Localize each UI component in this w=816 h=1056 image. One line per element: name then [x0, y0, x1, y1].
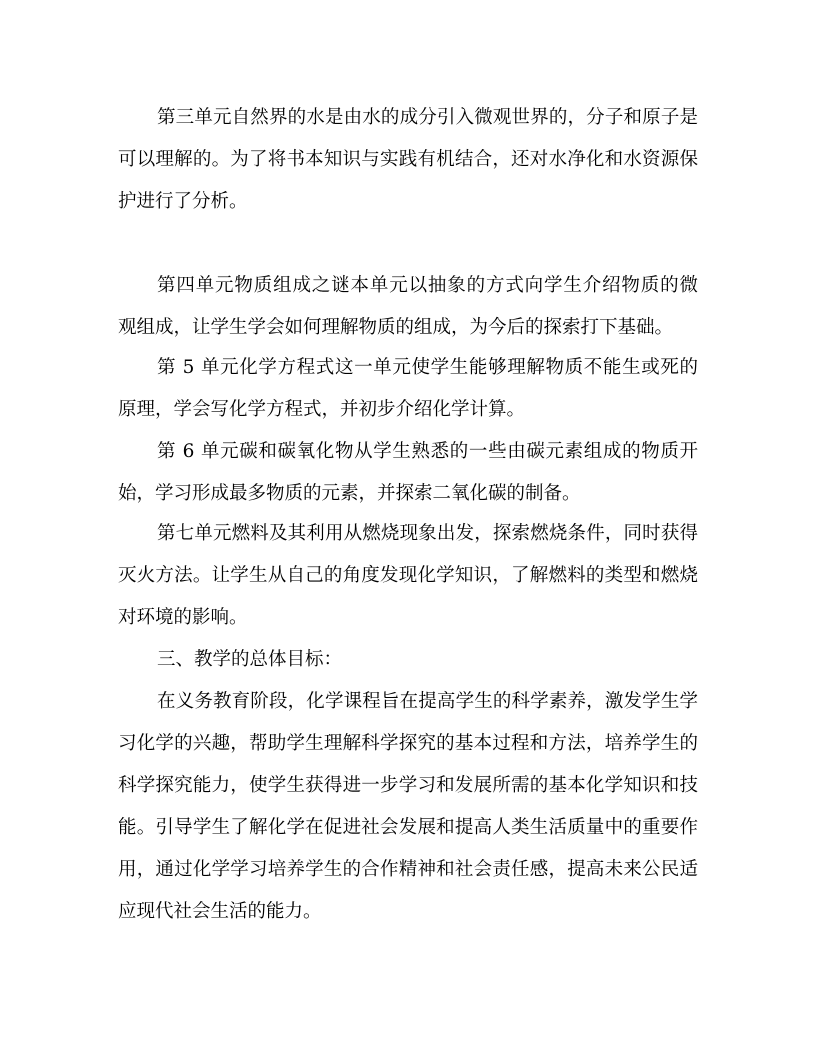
text-line: 能。引导学生了解化学在促进社会发展和提高人类生活质量中的重要作	[118, 817, 698, 838]
text-line: 第 5 单元化学方程式这一单元使学生能够理解物质不能生或死的	[157, 357, 698, 378]
text-line: 第四单元物质组成之谜本单元以抽象的方式向学生介绍物质的微	[157, 275, 698, 296]
text-line: 习化学的兴趣，帮助学生理解科学探究的基本过程和方法，培养学生的	[118, 733, 698, 754]
text-line: 灭火方法。让学生从自己的角度发现化学知识，了解燃料的类型和燃烧	[118, 565, 698, 586]
text-line: 原理，学会写化学方程式，并初步介绍化学计算。	[118, 399, 526, 420]
text-line: 科学探究能力，使学生获得进一步学习和发展所需的基本化学知识和技	[118, 775, 698, 796]
text-line: 第 6 单元碳和碳氧化物从学生熟悉的一些由碳元素组成的物质开	[157, 441, 698, 462]
text-line: 始，学习形成最多物质的元素，并探索二氧化碳的制备。	[118, 483, 581, 504]
text-line: 在义务教育阶段，化学课程旨在提高学生的科学素养，激发学生学	[157, 691, 698, 712]
text-line: 可以理解的。为了将书本知识与实践有机结合，还对水净化和水资源保	[118, 149, 698, 170]
text-line: 观组成，让学生学会如何理解物质的组成，为今后的探索打下基础。	[118, 317, 674, 338]
text-line: 应现代社会生活的能力。	[118, 901, 322, 922]
heading-line: 三、教学的总体目标：	[157, 649, 343, 670]
text-line: 对环境的影响。	[118, 607, 248, 628]
text-line: 第七单元燃料及其利用从燃烧现象出发，探索燃烧条件，同时获得	[157, 523, 698, 544]
text-line: 用，通过化学学习培养学生的合作精神和社会责任感，提高未来公民适	[118, 859, 698, 880]
text-line: 护进行了分析。	[118, 191, 248, 212]
text-line: 第三单元自然界的水是由水的成分引入微观世界的，分子和原子是	[157, 107, 698, 128]
